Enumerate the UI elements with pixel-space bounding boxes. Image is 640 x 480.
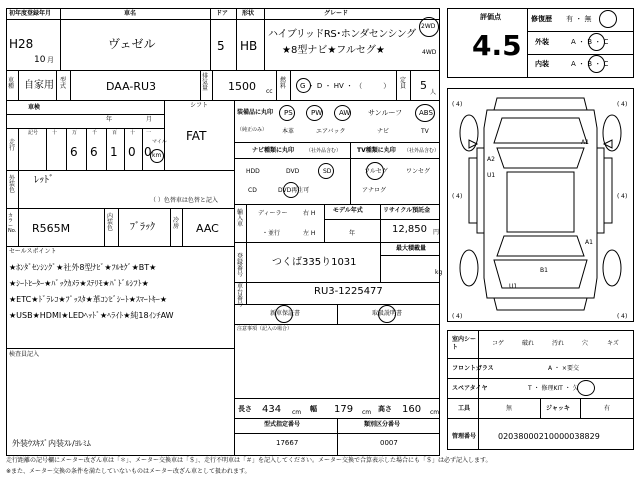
equip-aw: AW bbox=[339, 109, 351, 117]
front-glass-label: フロントガラス bbox=[452, 365, 494, 372]
digit-h4: 十 bbox=[130, 130, 136, 136]
inspector-label: 検査員記入 bbox=[9, 351, 40, 358]
interior-value: ﾌﾞﾗｯｸ bbox=[130, 222, 155, 233]
color-note: （ ）色替車は色替と記入 bbox=[150, 197, 218, 204]
digit-h1: 万 bbox=[72, 130, 78, 136]
fuel-circle bbox=[296, 78, 311, 93]
footer-line-1: 走行距離の記号欄にメーター改ざん車は「＊」、メーター交換車は「＄」、走行不明車は「＃」を記入してください。メーター交換で合算表示した場合にも「＄」は必ず記入します。 bbox=[6, 457, 492, 464]
navi-hdd: HDD bbox=[246, 168, 260, 175]
seat-item-2: 破れ bbox=[522, 340, 535, 347]
mileage-digit-2: 6 bbox=[90, 145, 98, 159]
interior-circle bbox=[588, 55, 605, 73]
length-unit: cm bbox=[292, 409, 302, 416]
import-dealer: ディーラー bbox=[258, 210, 288, 217]
svg-text:): ) bbox=[460, 193, 463, 200]
sales-label: セールスポイント bbox=[9, 248, 57, 255]
equip-ps-circle bbox=[279, 105, 295, 121]
navi-sd: SD bbox=[323, 168, 332, 175]
tv-label: TV種類に丸印 bbox=[357, 147, 396, 154]
equip-tv: TV bbox=[421, 128, 429, 135]
car-diagram bbox=[447, 88, 634, 322]
repair-label: 修復歴 bbox=[531, 15, 552, 23]
inspector-note: 外装ｳｽｷｽﾞ内装ｽﾚ/ﾖﾚﾐﾑ bbox=[12, 439, 91, 448]
jack-value: 有 bbox=[604, 405, 611, 412]
new-warranty-circle bbox=[275, 305, 293, 323]
navi-sd-circle bbox=[318, 163, 334, 179]
unit-mile: マイル bbox=[152, 139, 167, 145]
mileage-digit-4: 0 bbox=[128, 145, 136, 159]
management-value: 02038000210000038829 bbox=[498, 432, 600, 441]
mileage-digit-1: 6 bbox=[70, 145, 78, 159]
type-designation-label: 型式指定番号 bbox=[264, 421, 301, 428]
kg-unit: kg bbox=[435, 269, 443, 276]
jack-label: ジャッキ bbox=[546, 405, 570, 412]
reg-month: 10 bbox=[34, 55, 46, 65]
main-form bbox=[6, 8, 443, 456]
import-right: 右 H bbox=[303, 210, 316, 217]
use-value: 自家用 bbox=[24, 80, 54, 91]
svg-text:(: ( bbox=[452, 193, 455, 200]
class-label: 車種 bbox=[8, 77, 15, 90]
capacity-label: 定員 bbox=[400, 77, 407, 90]
equip-aw-circle bbox=[334, 105, 351, 121]
recycle-label: リサイクル預託金 bbox=[383, 207, 431, 214]
drive-selected: 2WD bbox=[421, 23, 436, 30]
category-value: 0007 bbox=[380, 439, 398, 447]
cc-unit: cc bbox=[266, 88, 273, 95]
tv-oneseg: ワンセグ bbox=[406, 168, 431, 175]
digit-h3: 百 bbox=[112, 130, 118, 136]
svg-text:(: ( bbox=[617, 193, 620, 200]
model-label: 型式 bbox=[60, 77, 67, 90]
svg-text:): ) bbox=[460, 313, 463, 320]
tv-fullseg-circle bbox=[366, 162, 384, 180]
interior-abc: A ・ B ・ C bbox=[571, 60, 609, 68]
svg-text:(: ( bbox=[617, 313, 620, 320]
model-value: DAA-RU3 bbox=[106, 80, 157, 93]
car-name: ヴェゼル bbox=[108, 37, 156, 51]
damage-label-u1: U1 bbox=[487, 172, 496, 179]
seat-item-3: 汚れ bbox=[552, 340, 565, 347]
grade-label: グレード bbox=[324, 10, 349, 17]
spare-circle bbox=[577, 380, 595, 396]
width-unit: cm bbox=[362, 409, 372, 416]
navi-dvd-play-circle bbox=[283, 182, 299, 198]
height-unit: cm bbox=[430, 409, 440, 416]
damage-label-a1-right: A1 bbox=[581, 139, 589, 146]
ext-color-label: 外装色 bbox=[9, 175, 16, 194]
door-count: 5 bbox=[217, 39, 225, 53]
shape-value: HB bbox=[240, 39, 258, 53]
sales-line-2: ★ｼｰﾄﾋｰﾀｰ★ﾊﾞｯｸｶﾒﾗ★ｽﾃﾘﾓ★ﾊﾟﾄﾞﾙｼﾌﾄ★ bbox=[9, 279, 149, 288]
manual: 取扱説明書 bbox=[372, 310, 403, 317]
footer-line-2: ※また、メーター交換の条件を満たしていないものはメーター改ざん車として扱われます。 bbox=[6, 468, 251, 475]
equip-sunroof: サンルーフ bbox=[368, 109, 403, 117]
navi-dvd-play: DVD再生可 bbox=[278, 187, 310, 194]
svg-text:(: ( bbox=[452, 313, 455, 320]
car-name-label: 車名 bbox=[124, 10, 137, 17]
svg-text:4: 4 bbox=[456, 101, 460, 108]
first-reg-label: 初年度登録年月 bbox=[9, 10, 52, 17]
manual-circle bbox=[378, 305, 396, 323]
mileage-digit-5: 0 bbox=[144, 145, 152, 159]
length-value: 434 bbox=[262, 404, 282, 415]
svg-text:): ) bbox=[460, 101, 463, 108]
shape-label: 形状 bbox=[242, 10, 255, 17]
chassis-value: RU3-1225477 bbox=[314, 286, 383, 297]
damage-label-u1-rear: U1 bbox=[509, 283, 518, 290]
capacity-unit: 人 bbox=[430, 89, 437, 96]
spare-value: T ・ 修理KIT ・ 欠 bbox=[528, 385, 579, 392]
aircon-label: 冷房 bbox=[173, 217, 180, 230]
model-year-label: モデル年式 bbox=[333, 207, 363, 214]
seat-label: 室内シート bbox=[452, 336, 477, 352]
equip-airbag: エアバック bbox=[316, 128, 346, 135]
damage-label-b1: B1 bbox=[540, 267, 548, 274]
fuel-label: 燃料 bbox=[280, 77, 287, 90]
svg-text:4: 4 bbox=[456, 193, 460, 200]
displacement-value: 1500 bbox=[228, 80, 256, 93]
new-warranty: 新車保証書 bbox=[270, 310, 301, 317]
notes-label: 注意事項（記入の場合） bbox=[237, 326, 293, 332]
svg-text:4: 4 bbox=[621, 101, 625, 108]
equip-ps: PS bbox=[284, 109, 293, 117]
navi-label: ナビ種類に丸印 bbox=[252, 147, 295, 154]
equip-pw-circle bbox=[306, 105, 323, 121]
check-month-unit: 月 bbox=[146, 116, 153, 123]
equip-abs-circle bbox=[415, 104, 435, 122]
door-label: ドア bbox=[216, 10, 228, 17]
reg-year: H28 bbox=[9, 37, 34, 51]
navi-dvd: DVD bbox=[286, 168, 300, 175]
aircon-value: AAC bbox=[196, 222, 219, 235]
tv-label-note: （社外品含む） bbox=[404, 148, 440, 154]
capacity-value: 5 bbox=[420, 79, 427, 92]
displacement-label: 排気量 bbox=[202, 73, 209, 92]
mileage-label: 走行 bbox=[9, 139, 16, 152]
repair-options: 有 ・ 無 bbox=[566, 15, 592, 23]
score-value: 4.5 bbox=[472, 29, 522, 62]
equipment-label-2: （純正のみ） bbox=[237, 127, 268, 133]
digit-h2: 千 bbox=[92, 130, 98, 136]
color-no-value: R565M bbox=[32, 222, 71, 235]
svg-text:): ) bbox=[625, 193, 628, 200]
type-designation-value: 17667 bbox=[276, 439, 299, 447]
interior-score-label: 内装 bbox=[535, 60, 549, 68]
import-label: 輸入車 bbox=[237, 209, 244, 228]
tv-analog: アナログ bbox=[362, 187, 387, 194]
grade-line-1: ハイブリッドRS･ホンダセンシング bbox=[268, 29, 416, 40]
seat-item-5: キズ bbox=[607, 340, 619, 347]
sales-line-3: ★ETC★ﾄﾞﾗﾚｺ★ﾌﾟｯｽﾀ★革ｺﾝﾋﾞｼｰﾄ★ｽﾏｰﾄｷｰ★ bbox=[9, 295, 168, 304]
equip-pw: PW bbox=[311, 109, 323, 117]
tools-value: 無 bbox=[506, 405, 513, 412]
unit-km: km bbox=[152, 152, 162, 159]
score-label: 評価点 bbox=[480, 13, 501, 21]
check-label: 車検 bbox=[28, 104, 41, 111]
exterior-abc: A ・ B ・ C bbox=[571, 38, 609, 46]
width-label: 幅 bbox=[310, 405, 317, 413]
digit-h0: 十 bbox=[52, 130, 58, 136]
fuel-options: G ・ D ・ HV ・ （ ） bbox=[300, 82, 391, 90]
reg-month-unit: 月 bbox=[47, 56, 54, 64]
svg-text:4: 4 bbox=[456, 313, 460, 320]
shift-label: シフト bbox=[190, 102, 209, 109]
digit-h5: 一 bbox=[146, 130, 152, 136]
ext-color-value: ﾚｯﾄﾞ bbox=[34, 175, 54, 186]
sales-line-4: ★USB★HDMI★LEDﾍｯﾄﾞ★ﾍﾗｲﾄ★純18ｲﾝﾁAW bbox=[9, 311, 174, 320]
management-label: 管理番号 bbox=[452, 433, 477, 440]
seat-item-4: 穴 bbox=[582, 340, 589, 347]
model-year-unit: 年 bbox=[349, 230, 356, 237]
max-load-label: 最大積載量 bbox=[396, 245, 427, 252]
equipment-label: 装備品に丸印 bbox=[237, 109, 274, 116]
svg-text:(: ( bbox=[617, 101, 620, 108]
exterior-circle bbox=[588, 33, 605, 51]
plate-number: つくば335り1031 bbox=[272, 257, 357, 268]
sales-line-1: ★ﾎﾝﾀﾞｾﾝｼﾝｸﾞ★社外8型ﾅﾋﾞ★ﾌﾙｾｸﾞ★BT★ bbox=[9, 263, 157, 272]
grade-line-2: ★8型ナビ★フルセグ★ bbox=[282, 45, 385, 56]
length-label: 長さ bbox=[238, 405, 252, 413]
spare-label: スペアタイヤ bbox=[452, 385, 488, 392]
recycle-value: 12,850 bbox=[392, 224, 427, 235]
registration-label: 登録番号 bbox=[237, 253, 244, 278]
yen-unit: 円 bbox=[433, 229, 440, 236]
svg-text:(: ( bbox=[452, 101, 455, 108]
equip-navi: ナビ bbox=[377, 128, 390, 135]
import-parallel: ・並行 bbox=[262, 230, 281, 237]
damage-label-a2: A2 bbox=[487, 156, 495, 163]
interior-label: 内装色 bbox=[107, 213, 114, 232]
equip-leather: 本革 bbox=[282, 128, 295, 135]
check-year-unit: 年 bbox=[106, 116, 113, 123]
svg-text:4: 4 bbox=[621, 193, 625, 200]
navi-label-note: （社外品含む） bbox=[306, 148, 342, 154]
category-label: 類別区分番号 bbox=[364, 421, 401, 428]
tv-fullseg: フルセグ bbox=[364, 168, 388, 175]
navi-cd: CD bbox=[248, 187, 257, 194]
shift-value: FAT bbox=[186, 129, 207, 143]
svg-text:): ) bbox=[625, 313, 628, 320]
exterior-label: 外装 bbox=[535, 38, 549, 46]
svg-text:): ) bbox=[625, 101, 628, 108]
mileage-digit-3: 1 bbox=[110, 145, 118, 159]
tools-label: 工具 bbox=[458, 405, 471, 412]
repair-circle bbox=[599, 10, 617, 28]
damage-label-a1-rear: A1 bbox=[585, 239, 593, 246]
color-no-label: カラーNo. bbox=[8, 213, 17, 234]
chassis-label: 車台番号 bbox=[237, 283, 244, 308]
seat-item-1: コゲ bbox=[492, 340, 505, 347]
height-value: 160 bbox=[402, 404, 422, 415]
width-value: 179 bbox=[334, 404, 354, 415]
record-label: 記号 bbox=[28, 130, 39, 136]
svg-text:4: 4 bbox=[621, 313, 625, 320]
height-label: 高さ bbox=[378, 405, 392, 413]
drive-alt: 4WD bbox=[422, 49, 437, 56]
equip-abs: ABS bbox=[419, 109, 433, 117]
front-glass-value: A ・ ×要交 bbox=[548, 365, 579, 372]
import-left: 左 H bbox=[303, 230, 316, 237]
